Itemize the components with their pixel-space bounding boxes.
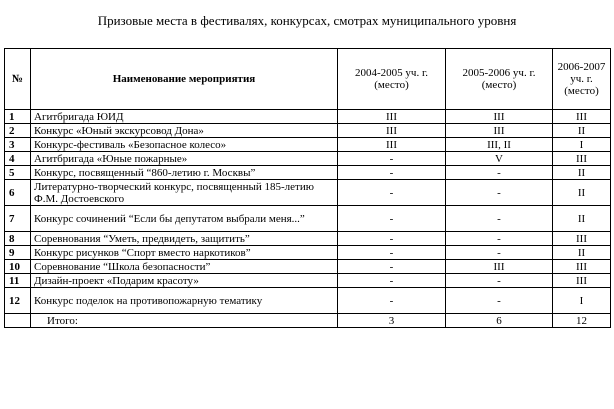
table-row <box>5 166 611 180</box>
place-2004: - <box>338 166 446 180</box>
place-2005: III <box>446 110 553 124</box>
place-2004: - <box>338 246 446 260</box>
place-2005: III, II <box>446 138 553 152</box>
place-2004: - <box>338 206 446 232</box>
place-2006: I <box>553 138 611 152</box>
place-2006: III <box>553 110 611 124</box>
table-row <box>5 110 611 124</box>
place-2005: III <box>446 124 553 138</box>
place-2006: II <box>553 124 611 138</box>
event-name: Соревнования “Уметь, предвидеть, защитить” <box>31 232 338 246</box>
place-2004: - <box>338 232 446 246</box>
place-2006: III <box>553 274 611 288</box>
event-name: Конкурс, посвященный “860-летию г. Москвы” <box>31 166 338 180</box>
row-number: 8 <box>5 232 31 246</box>
place-2005: V <box>446 152 553 166</box>
event-name: Агитбригада «Юные пожарные» <box>31 152 338 166</box>
row-number: 11 <box>5 274 31 288</box>
table-row <box>5 274 611 288</box>
total-2005: 6 <box>446 314 553 328</box>
place-2006: III <box>553 260 611 274</box>
event-name: Конкурс поделок на противопожарную тематику <box>31 288 338 314</box>
event-name: Литературно-творческий конкурс, посвященный 185-летию Ф.М. Достоевского <box>31 180 338 206</box>
table-row <box>5 206 611 232</box>
place-2004: - <box>338 180 446 206</box>
table-header-row <box>5 49 611 110</box>
place-2004: III <box>338 110 446 124</box>
place-2005: - <box>446 274 553 288</box>
place-2005: - <box>446 206 553 232</box>
event-name: Конкурс сочинений “Если бы депутатом выбрали меня...” <box>31 206 338 232</box>
table-row <box>5 288 611 314</box>
row-number: 2 <box>5 124 31 138</box>
table-row <box>5 124 611 138</box>
place-2004: - <box>338 274 446 288</box>
header-year-2004: 2004-2005 уч. г. (место) <box>338 49 446 110</box>
page-title: Призовые места в фестивалях, конкурсах, смотрах муниципального уровня <box>97 13 517 28</box>
place-2005: - <box>446 246 553 260</box>
event-name: Конкурс рисунков “Спорт вместо наркотиков” <box>31 246 338 260</box>
place-2004: - <box>338 152 446 166</box>
place-2005: - <box>446 166 553 180</box>
place-2006: II <box>553 246 611 260</box>
total-row <box>5 314 611 328</box>
event-name: Соревнование “Школа безопасности” <box>31 260 338 274</box>
row-number: 12 <box>5 288 31 314</box>
header-event-name: Наименование мероприятия <box>31 49 338 110</box>
place-2006: I <box>553 288 611 314</box>
place-2005: - <box>446 232 553 246</box>
row-number: 9 <box>5 246 31 260</box>
row-number: 6 <box>5 180 31 206</box>
row-number: 7 <box>5 206 31 232</box>
total-label: Итого: <box>31 314 338 328</box>
table-row <box>5 152 611 166</box>
place-2005: III <box>446 260 553 274</box>
row-number: 3 <box>5 138 31 152</box>
place-2004: III <box>338 124 446 138</box>
place-2006: II <box>553 166 611 180</box>
place-2006: III <box>553 232 611 246</box>
place-2006: III <box>553 152 611 166</box>
event-name: Конкурс-фестиваль «Безопасное колесо» <box>31 138 338 152</box>
row-number: 5 <box>5 166 31 180</box>
table-row <box>5 260 611 274</box>
table-row <box>5 232 611 246</box>
event-name: Агитбригада ЮИД <box>31 110 338 124</box>
place-2004: - <box>338 260 446 274</box>
row-number: 10 <box>5 260 31 274</box>
place-2006: II <box>553 180 611 206</box>
header-year-2006: 2006-2007 уч. г. (место) <box>553 49 611 110</box>
row-number: 1 <box>5 110 31 124</box>
place-2004: - <box>338 288 446 314</box>
event-name: Дизайн-проект «Подарим красоту» <box>31 274 338 288</box>
header-year-2005: 2005-2006 уч. г. (место) <box>446 49 553 110</box>
place-2006: II <box>553 206 611 232</box>
row-number <box>5 314 31 328</box>
table-row <box>5 246 611 260</box>
awards-table <box>4 48 611 328</box>
table-row <box>5 180 611 206</box>
place-2004: III <box>338 138 446 152</box>
total-2004: 3 <box>338 314 446 328</box>
event-name: Конкурс «Юный экскурсовод Дона» <box>31 124 338 138</box>
place-2005: - <box>446 180 553 206</box>
total-2006: 12 <box>553 314 611 328</box>
header-number: № <box>5 49 31 110</box>
place-2005: - <box>446 288 553 314</box>
row-number: 4 <box>5 152 31 166</box>
table-row <box>5 138 611 152</box>
